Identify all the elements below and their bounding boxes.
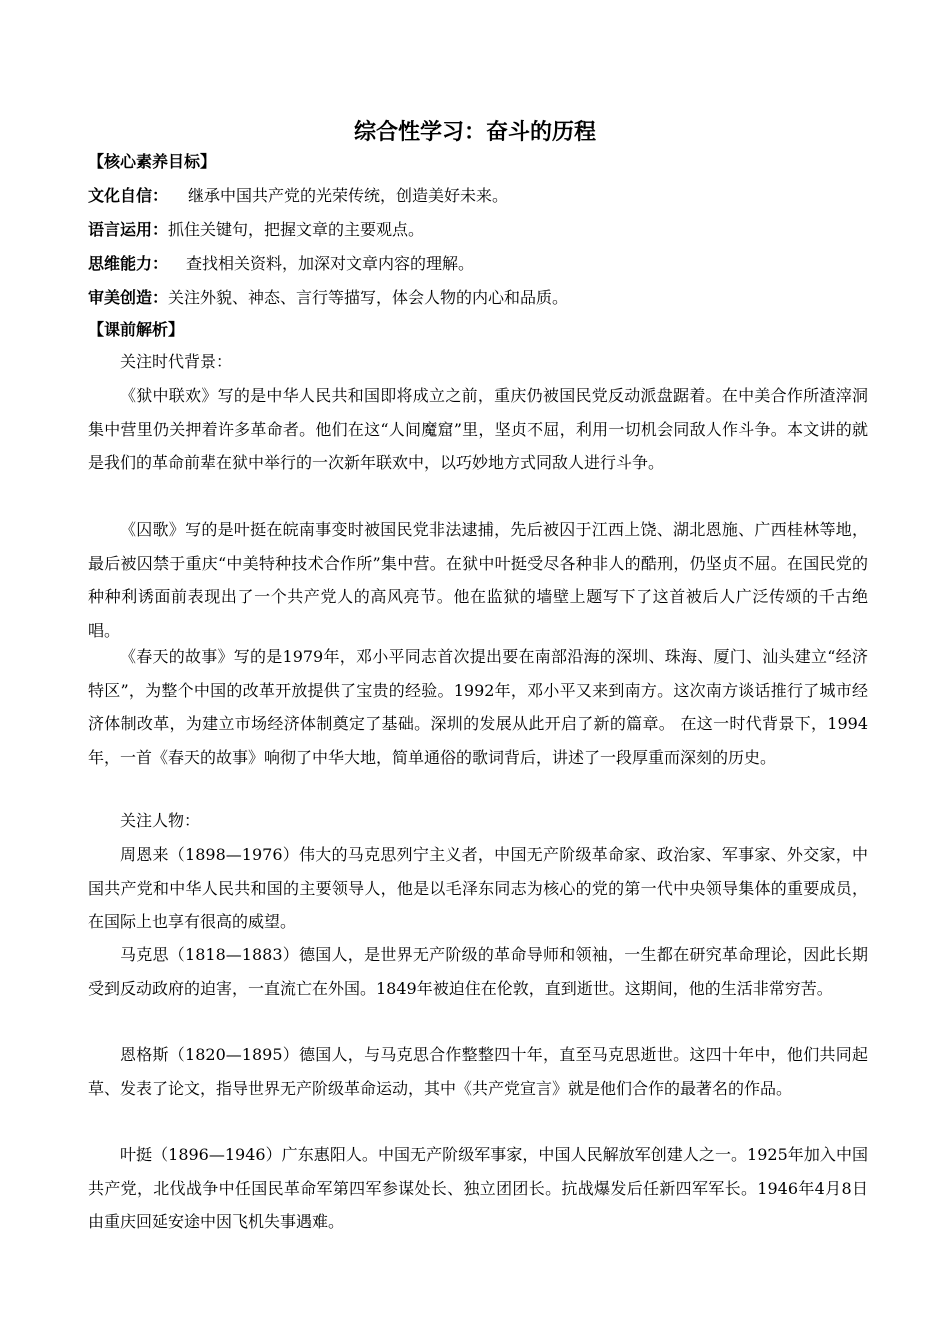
goal-text: 关注外貌、神态、言行等描写，体会人物的内心和品质。 [168, 288, 569, 307]
goal-text: 查找相关资料，加深对文章内容的理解。 [186, 254, 475, 273]
background-paragraph-spring-story: 《春天的故事》写的是1979年，邓小平同志首次提出要在南部沿海的深圳、珠海、厦门、汕头建立“经济特区”，为整个中国的改革开放提供了宝贵的经验。1992年，邓小平又来到南方。这次南方谈话推行了城市经济体制改革，为建立市场经济体制奠定了基础。深圳的发展从此开启了新的篇章。 在这一时代背景下，1994年，一首《春天的故事》响彻了中华大地，简单通俗的歌词背后，讲述了一段厚重而深刻的历史。 [88, 647, 868, 767]
background-paragraph-prison-party: 《狱中联欢》写的是中华人民共和国即将成立之前，重庆仍被国民党反动派盘踞着。在中美合作所渣滓洞集中营里仍关押着许多革命者。他们在这“人间魔窟”里，坚贞不屈，利用一切机会同敌人作斗争。本文讲的就是我们的革命前辈在狱中举行的一次新年联欢中，以巧妙地方式同敌人进行斗争。 [88, 386, 868, 472]
goal-label: 文化自信： [88, 186, 169, 205]
goal-label: 审美创造： [88, 288, 169, 307]
goal-label: 思维能力： [88, 254, 169, 273]
page-title: 综合性学习：奋斗的历程 [353, 120, 596, 145]
goal-text: 继承中国共产党的光荣传统，创造美好未来。 [188, 186, 509, 205]
person-ye-ting: 叶挺（1896—1946）广东惠阳人。中国无产阶级军事家，中国人民解放军创建人之一。1925年加入中国共产党，北伐战争中任国民革命军第四军参谋处长、独立团团长。抗战爆发后任新四军军长。1946年4月8日由重庆回延安途中因飞机失事遇难。 [88, 1145, 868, 1231]
goal-culture [88, 184, 508, 208]
goal-label: 语言运用： [88, 220, 169, 239]
background-paragraph-prison-song: 《囚歌》写的是叶挺在皖南事变时被国民党非法逮捕，先后被囚于江西上饶、湖北恩施、广西桂林等地，最后被囚禁于重庆“中美特种技术合作所”集中营。在狱中叶挺受尽各种非人的酷刑，仍坚贞不屈。在国民党的种种利诱面前表现出了一个共产党人的高风亮节。他在监狱的墙壁上题写下了这首被后人广泛传颂的千古绝唱。 [88, 520, 868, 640]
people-label: 关注人物： [120, 811, 201, 830]
goal-aesthetic [88, 286, 568, 310]
core-goals-heading: 【核心素养目标】 [88, 152, 217, 171]
background-label: 关注时代背景： [120, 352, 233, 371]
goal-language [88, 218, 424, 242]
person-engels: 恩格斯（1820—1895）德国人，与马克思合作整整四十年，直至马克思逝世。这四十年中，他们共同起草、发表了论文，指导世界无产阶级革命运动，其中《共产党宣言》就是他们合作的最著名的作品。 [88, 1045, 868, 1098]
analysis-heading: 【课前解析】 [88, 320, 185, 339]
person-zhou-enlai: 周恩来（1898—1976）伟大的马克思列宁主义者，中国无产阶级革命家、政治家、军事家、外交家，中国共产党和中华人民共和国的主要领导人，他是以毛泽东同志为核心的党的第一代中央领导集体的重要成员，在国际上也享有很高的威望。 [88, 845, 868, 931]
goal-text: 抓住关键句，把握文章的主要观点。 [168, 220, 425, 239]
person-marx: 马克思（1818—1883）德国人，是世界无产阶级的革命导师和领袖，一生都在研究革命理论，因此长期受到反动政府的迫害，一直流亡在外国。1849年被迫住在伦敦，直到逝世。这期间，他的生活非常穷苦。 [88, 945, 868, 998]
goal-thinking [88, 252, 474, 276]
